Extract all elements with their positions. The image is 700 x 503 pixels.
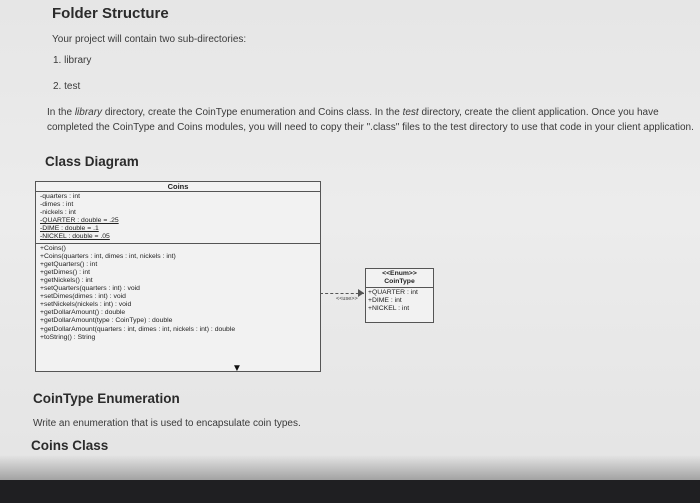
uml-constant: -NICKEL : double = .05 bbox=[40, 233, 110, 241]
coins-class-name: Coins bbox=[36, 182, 320, 192]
instructions-paragraph bbox=[47, 106, 697, 135]
enum-header bbox=[366, 269, 433, 288]
enum-value: +QUARTER : int bbox=[368, 289, 418, 296]
uml-method: +Coins() bbox=[40, 244, 66, 252]
dir-item-test: 2. test bbox=[53, 81, 81, 92]
uml-method: +getDollarAmount(type : CoinType) : double bbox=[40, 317, 173, 325]
coins-methods bbox=[36, 244, 320, 343]
uml-method: +getDimes() : int bbox=[40, 268, 91, 276]
uses-arrowhead-icon bbox=[358, 289, 364, 297]
dir-item-library: 1. library bbox=[53, 55, 92, 66]
cointype-uml-enum bbox=[365, 268, 434, 323]
para-library-italic: library bbox=[74, 107, 103, 118]
uml-method: +getQuarters() : int bbox=[40, 260, 98, 268]
enum-stereotype: <<Enum>> bbox=[382, 270, 417, 277]
enum-values bbox=[366, 288, 433, 314]
coins-attributes bbox=[36, 192, 320, 244]
uml-method: +getNickels() : int bbox=[40, 276, 93, 284]
coins-class-heading: Coins Class bbox=[31, 438, 109, 453]
uml-field: -nickels : int bbox=[40, 209, 76, 217]
uml-method: +getDollarAmount(quarters : int, dimes : int, nickels : int) : double bbox=[40, 325, 236, 333]
uses-label: <<use>> bbox=[336, 296, 358, 302]
uml-method: +setQuarters(quarters : int) : void bbox=[40, 285, 140, 293]
para-part: directory, create the client application. Once you have completed the CoinType and Coins modules, you will need to copy their ".class" files to the test directory to use that code in your client application. bbox=[47, 107, 694, 133]
para-test-italic: test bbox=[402, 107, 419, 118]
page-title: Folder Structure bbox=[52, 5, 169, 22]
uml-method: +Coins(quarters : int, dimes : int, nickels : int) bbox=[40, 252, 176, 260]
cointype-heading: CoinType Enumeration bbox=[33, 391, 180, 406]
enum-name: CoinType bbox=[384, 278, 415, 285]
uml-method: +setNickels(nickels : int) : void bbox=[40, 301, 132, 309]
bottom-shadow bbox=[0, 455, 700, 480]
para-part: directory, create the CoinType enumeration and Coins class. In the bbox=[102, 107, 403, 118]
cointype-description: Write an enumeration that is used to encapsulate coin types. bbox=[33, 418, 301, 429]
class-diagram-heading: Class Diagram bbox=[45, 154, 139, 169]
uml-constant: -DIME : double = .1 bbox=[40, 225, 99, 233]
enum-value: +DIME : int bbox=[368, 297, 402, 304]
enum-value: +NICKEL : int bbox=[368, 305, 410, 312]
para-part: In the bbox=[47, 107, 75, 118]
uml-method: +toString() : String bbox=[40, 333, 96, 341]
uml-constant: -QUARTER : double = .25 bbox=[40, 217, 119, 225]
uml-field: -dimes : int bbox=[40, 201, 74, 209]
uml-method: +getDollarAmount() : double bbox=[40, 309, 126, 317]
mouse-pointer-icon: ▼ bbox=[232, 363, 242, 374]
uml-field: -quarters : int bbox=[40, 193, 81, 200]
intro-text: Your project will contain two sub-directories: bbox=[52, 34, 247, 45]
coins-uml-class bbox=[35, 181, 321, 372]
uml-method: +setDimes(dimes : int) : void bbox=[40, 293, 126, 301]
